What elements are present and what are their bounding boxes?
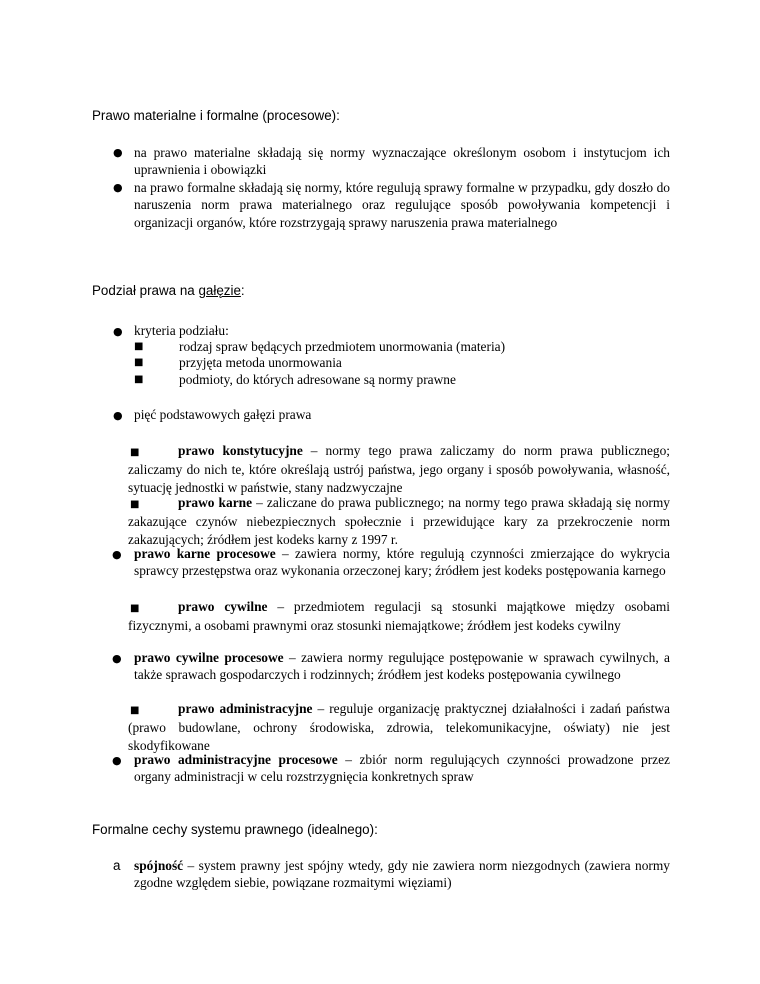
bullet-icon: ● <box>113 325 123 338</box>
branch-item <box>128 442 670 496</box>
heading-text: Podział prawa na <box>92 283 199 298</box>
item-text: – system prawny jest spójny wtedy, gdy nie zawiera norm niezgodnych (zawiera normy zgodne względem siebie, powiązane rozmaitymi więziami) <box>134 858 670 891</box>
branch-item <box>128 700 670 754</box>
criteria-item: podmioty, do których adresowane są normy prawne <box>179 372 456 387</box>
branch-term: prawo cywilne procesowe <box>134 650 284 665</box>
branch-item <box>134 545 670 580</box>
bullet-icon: ● <box>112 652 122 665</box>
branch-item <box>134 751 670 786</box>
bullet-icon: ● <box>113 409 123 422</box>
bullet-icon: ● <box>113 146 123 159</box>
branch-item <box>134 649 670 684</box>
branch-term: prawo administracyjne procesowe <box>134 752 338 767</box>
square-bullet-icon: ■ <box>130 499 140 510</box>
branch-text: – normy tego prawa zaliczamy do norm prawa publicznego; zaliczamy do nich te, które określają ustrój państwa, jego organy i sposób powoływania, własność, sytuację jednostki w państwie, stany nadzwyczajne <box>128 443 670 495</box>
square-bullet-icon: ■ <box>134 341 144 352</box>
section-heading-branches <box>92 283 245 298</box>
heading-text: Prawo materialne i formalne (procesowe) <box>92 108 337 123</box>
branch-text: – zbiór norm regulujących czynności prowadzone przez organy administracji w celu rozstrzygnięcia konkretnych spraw <box>134 752 670 785</box>
heading-link[interactable]: gałęzie <box>198 283 241 298</box>
heading-colon: : <box>336 108 340 123</box>
branch-text: – reguluje organizację praktycznej działalności i zadań państwa (prawo budowlane, ochrony środowiska, zdrowia, telekomunikacyjne, oświaty) nie jest skodyfikowane <box>128 701 670 753</box>
branch-text: – zawiera normy regulujące postępowanie w sprawach cywilnych, a także sprawach gospodarczych i rodzinnych; źródłem jest kodeks postępowania cywilnego <box>134 650 670 683</box>
branch-term: prawo administracyjne <box>178 701 313 716</box>
list-item <box>134 857 670 892</box>
branch-term: prawo konstytucyjne <box>178 443 303 458</box>
branch-text: – zaliczane do prawa publicznego; na normy tego prawa składają się normy zakazujące czynów niebezpiecznych społecznie i przewidujące kary za przekroczenie norm zakazujących; źródłem jest kodeks karny z 1997 r. <box>128 495 670 547</box>
section-heading-formal-features: Formalne cechy systemu prawnego (idealnego): <box>92 822 378 837</box>
criteria-item: rodzaj spraw będących przedmiotem unormowania (materia) <box>179 339 506 354</box>
item-term: spójność <box>134 858 184 873</box>
bullet-icon: ● <box>113 181 123 194</box>
list-item: na prawo formalne składają się normy, które regulują sprawy formalne w przypadku, gdy doszło do naruszenia norm prawa materialnego oraz regulujące sposób powoływania kompetencji i organizacji organów, które rozstrzygają sprawy naruszenia prawa materialnego <box>134 180 670 230</box>
square-bullet-icon: ■ <box>134 374 144 385</box>
branch-term: prawo cywilne <box>178 599 268 614</box>
criteria-item: przyjęta metoda unormowania <box>179 355 342 370</box>
branch-item <box>128 598 670 635</box>
bullet-icon: ● <box>112 754 122 767</box>
list-marker: a <box>113 858 121 873</box>
criteria-label: kryteria podziału: <box>134 323 229 338</box>
square-bullet-icon: ■ <box>134 357 144 368</box>
bullet-icon: ● <box>112 548 122 561</box>
list-item: na prawo materialne składają się normy wyznaczające określonym osobom i instytucjom ich uprawnienia i obowiązki <box>134 145 670 178</box>
square-bullet-icon: ■ <box>130 447 140 458</box>
branch-term: prawo karne <box>178 495 253 510</box>
heading-colon: : <box>240 283 245 298</box>
branch-text: – przedmiotem regulacji są stosunki majątkowe między osobami fizycznymi, a osobami prawnymi oraz stosunki niemajątkowe; źródłem jest kodeks cywilny <box>128 599 670 634</box>
square-bullet-icon: ■ <box>130 705 140 716</box>
branch-item <box>128 494 670 548</box>
section-heading-material-formal <box>92 108 340 123</box>
branch-term: prawo karne procesowe <box>134 546 276 561</box>
branch-text: – zawiera normy, które regulują czynności zmierzające do wykrycia sprawcy przestępstwa oraz wykonania orzeczonej kary; źródłem jest kodeks postępowania karnego <box>134 546 671 579</box>
branches-label: pięć podstawowych gałęzi prawa <box>134 407 312 422</box>
square-bullet-icon: ■ <box>130 603 140 614</box>
